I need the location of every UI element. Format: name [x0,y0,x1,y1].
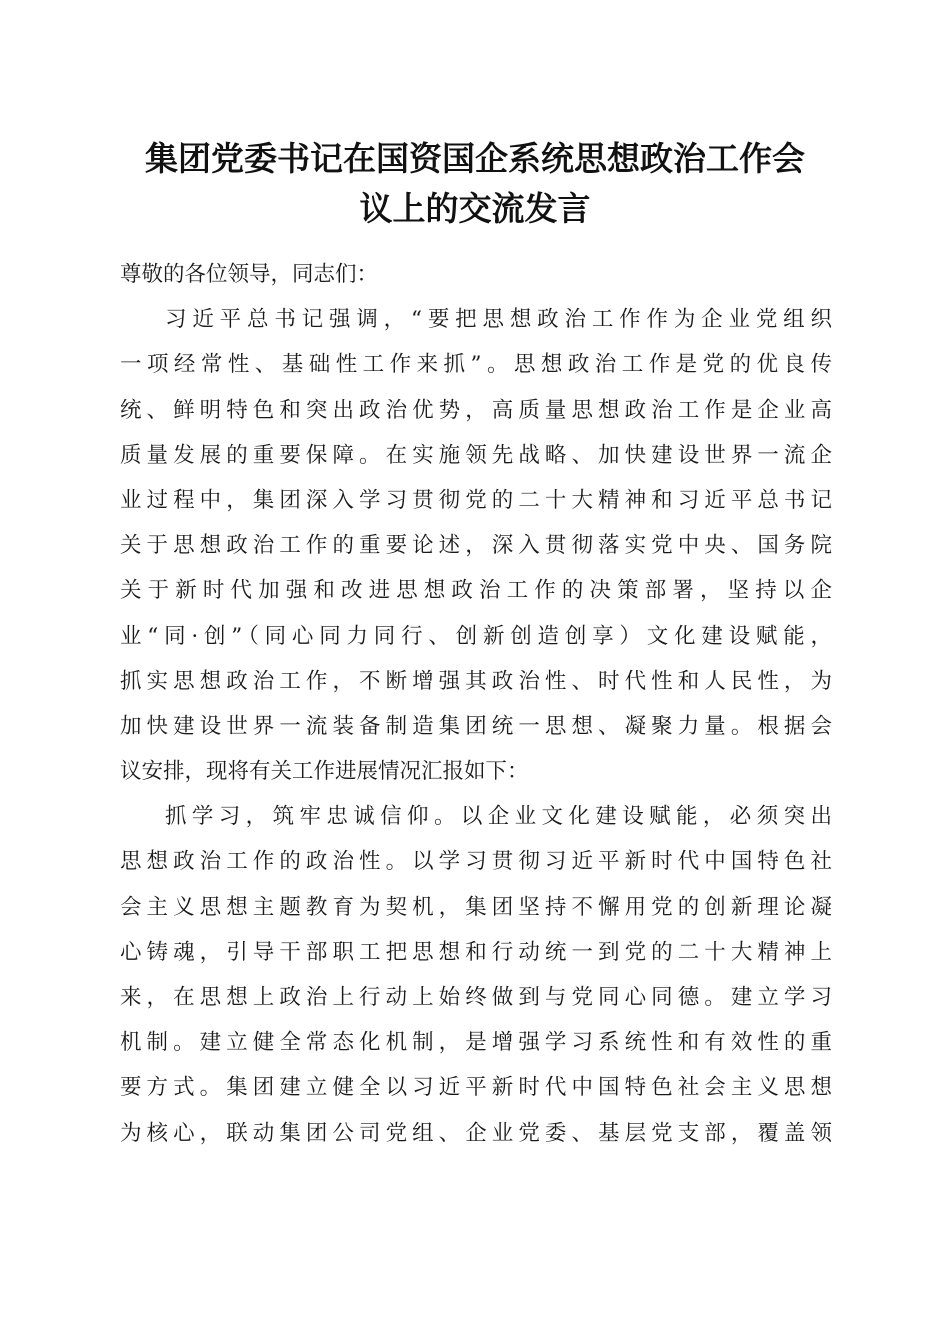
paragraph-line: 来，在思想上政治上行动上始终做到与党同心同德。建立学习 [120,985,832,1010]
paragraph-line: 业过程中，集团深入学习贯彻党的二十大精神和习近平总书记 [120,487,832,513]
paragraph-line: 思想政治工作的政治性。以学习贯彻习近平新时代中国特色社 [120,849,832,875]
paragraph-line: 习近平总书记强调，“要把思想政治工作作为企业党组织 [165,307,832,333]
document-title [100,134,850,234]
paragraph-line: 统、鲜明特色和突出政治优势，高质量思想政治工作是企业高 [120,397,832,423]
paragraph-2 [120,794,832,1156]
paragraph-line: 机制。建立健全常态化机制，是增强学习系统性和有效性的重 [120,1030,832,1056]
document-body [120,252,832,1156]
paragraph-line: 为核心，联动集团公司党组、企业党委、基层党支部，覆盖领 [120,1120,832,1146]
paragraph-line: 一项经常性、基础性工作来抓”。思想政治工作是党的优良传 [120,352,832,378]
title-line-1: 集团党委书记在国资国企系统思想政治工作会 [145,139,805,178]
paragraph-line: 心铸魂，引导干部职工把思想和行动统一到党的二十大精神上 [120,939,832,965]
paragraph-line: 关于新时代加强和改进思想政治工作的决策部署，坚持以企 [120,578,832,604]
paragraph-line: 会主义思想主题教育为契机，集团坚持不懈用党的创新理论凝 [120,894,832,920]
paragraph-line: 业“同·创”（同心同力同行、创新创造创享）文化建设赋能， [120,623,832,649]
paragraph-1 [120,297,832,794]
paragraph-line: 抓实思想政治工作，不断增强其政治性、时代性和人民性，为 [120,668,832,694]
paragraph-line: 要方式。集团建立健全以习近平新时代中国特色社会主义思想 [120,1075,832,1101]
title-line-2: 议上的交流发言 [359,189,591,228]
salutation: 尊敬的各位领导，同志们： [120,262,379,287]
paragraph-line: 质量发展的重要保障。在实施领先战略、加快建设世界一流企 [120,442,832,468]
paragraph-line: 加快建设世界一流装备制造集团统一思想、凝聚力量。根据会 [120,713,832,739]
paragraph-line: 抓学习，筑牢忠诚信仰。以企业文化建设赋能，必须突出 [165,804,832,830]
paragraph-line: 关于思想政治工作的重要论述，深入贯彻落实党中央、国务院 [120,533,832,559]
paragraph-line: 议安排，现将有关工作进展情况汇报如下： [120,759,529,785]
